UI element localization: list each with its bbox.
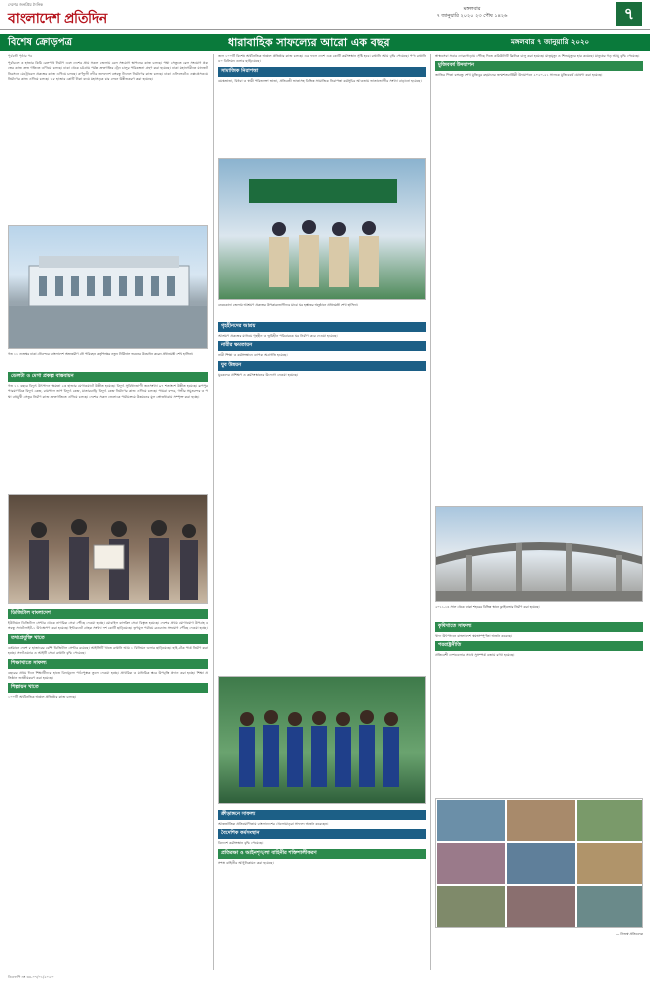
dfp-number: ডিএফপি নং ৩৪-০৭/০১/২০২০ [8,975,54,979]
flyover-illustration [436,507,643,602]
logo-tagline: দেশের জনপ্রিয় দৈনিক [8,2,43,7]
subheading: বৈদেশিক কর্মসংস্থান [218,829,426,839]
col2-paragraph: নারী শিক্ষা ও কর্মসংস্থানে ব্যাপক অগ্রগতি হয়েছে। [218,353,288,358]
subheading: কৃষিখাতে সাফল্য [435,622,643,632]
col3-paragraph: স্বাস্থ্যসেবা সবার দোরগোড়ায় পৌঁছে দিতে কমিউনিটি ক্লিনিক চালু করা হয়েছে। মাতৃমৃত্যু ও শিশুমৃত্যুর হার কমেছে। মানুষের গড় আয়ু বৃদ্ধি পেয়েছে। [435,54,640,58]
col1-paragraph: পূর্বাচলে ৩ হাজার কিমি রেলপথ নির্মাণ এবং দেশের প্রায় সকল জেলায় রেল সংযোগ স্থাপনের কাজ চলছে। পদ্মা সেতুতে রেল সংযোগ প্রকল্পের কাজ দ্রুত গতিতে এগিয়ে চলছে। ঢাকা থেকে চট্টগ্রাম পর্যন্ত দ্রুতগতির ট্রেন চালুর পরিকল্পনা গ্রহণ করা হয়েছে। ঢাকা মহানগরীতে যানজট নিরসনে মেট্রোরেল প্রকল্পের কাজ এগিয়ে চলছে। কর্ণফুলী নদীর তলদেশে বঙ্গবন্ধু টানেল নির্মাণের কাজ চলছে। ঢাকা এলিভেটেড এক্সপ্রেসওয়ে নির্মাণের কাজ এগিয়ে চলছে। ১৮ হাজার কোটি টাকা ব্যয়ে মহাসড়ক চার লেনে উন্নীতকরণ করা হয়েছে। [8,61,208,82]
col3-paragraph: জাতির পিতা বঙ্গবন্ধু শেখ মুজিবুর রহমানের জন্মশতবার্ষিকী উদযাপনে ২০২০-২১ সালকে মুজিববর্ষ ঘোষণা করা হয়েছে। [435,73,603,78]
col2-mid [218,320,426,672]
page-headline: ধারাবাহিক সাফল্যের আরো এক বছর [228,36,390,49]
photo-terminal-building [8,225,208,349]
col2-paragraph: বিদেশে কর্মসংস্থান বৃদ্ধি পেয়েছে। [218,841,264,846]
col1-paragraph: বর্তমানে দেশে ৮ হাজারের বেশি ডিজিটাল সেন্টার রয়েছে। আইসিটি খাতে রপ্তানি আয় ১ বিলিয়ন ডলার ছাড়িয়েছে। হাই-টেক পার্ক নির্মাণ করা হচ্ছে। সফটওয়্যার ও আইটি সেবা রপ্তানি বৃদ্ধি পেয়েছে। [8,645,208,656]
col1-paragraph: ইউনিয়ন ডিজিটাল সেন্টার থেকে নাগরিক সেবা পৌঁছে দেওয়া হচ্ছে। মোবাইল ব্যাংকিং সেবা বিস্তৃত হয়েছে। দেশের প্রথম যোগাযোগ উপগ্রহ বঙ্গবন্ধু স্যাটেলাইট-১ উৎক্ষেপণ করা হয়েছে। ইন্টারনেট গ্রাহক সংখ্যা দশ কোটি ছাড়িয়েছে। তৃণমূল পর্যায়ে ব্রডব্যান্ড সংযোগ পৌঁছে দেওয়া হচ্ছে। [8,621,208,631]
housing-illustration [219,159,426,300]
col1-paragraph: ১০০টি অর্থনৈতিক অঞ্চল প্রতিষ্ঠার কাজ চলছে। [8,695,77,700]
column-divider [430,54,431,970]
photo-caption: নেত্রকোনা জেলায় আশ্রয়ণ প্রকল্পের উপকারভোগীদের মাঝে ঘর হস্তান্তর অনুষ্ঠানে প্রধানমন্ত্রী শেখ হাসিনা। [218,303,358,307]
subheading: ক্রীড়াঙ্গনে সাফল্য [218,810,426,820]
terminal-illustration [9,226,208,349]
newspaper-logo: বাংলাদেশ প্রতিদিন [8,11,107,27]
col1-bottom [8,607,208,967]
dateline-day: মঙ্গলবার [463,6,481,12]
col3-mid [435,620,643,796]
subheading: গৃহহীনদের আশ্রয় [218,322,426,332]
photo-caption: ২০১১-১৪ সাল থেকে ঢাকা শহরের বিভিন্ন স্থানে ফ্লাইওভার নির্মাণ করা হয়েছে। [435,605,540,609]
masthead [0,0,650,30]
col1-top [8,54,208,222]
subheading: শিল্পায়ন খাতে [8,683,208,693]
subheading: ডেলটা ও মেগা প্রকল্প বাস্তবায়ন [8,372,208,382]
col3-paragraph: খাদ্য উৎপাদনে বাংলাদেশ স্বয়ংসম্পূর্ণতা অর্জন করেছে। [435,634,513,638]
subheading: সামাজিক নিরাপত্তা [218,67,426,77]
photo-award-ceremony [8,494,208,604]
col2-paragraph: যুবকদের প্রশিক্ষণ ও কর্মসংস্থানের উদ্যোগ নেওয়া হয়েছে। [218,372,299,377]
col2-bottom [218,808,426,968]
subheading: প্রতিরক্ষা ও আইনশৃঙ্খলা বাহিনীর শক্তিশালীকরণ [218,849,426,859]
col2-paragraph: সশস্ত্র বাহিনীর আধুনিকায়ন করা হয়েছে। [218,860,274,865]
photo-caption: গত ১১ নভেম্বর ঢাকা নৌবন্দরে বাংলাদেশ অভ্যন্তরীণ নৌ পরিবহন কর্তৃপক্ষের নতুন টার্মিনাল ভবনের উদ্বোধন করেন প্রধানমন্ত্রী শেখ হাসিনা। [8,352,194,356]
subheading: নারীর ক্ষমতায়ন [218,341,426,351]
band-date: মঙ্গলবার ৭ জানুয়ারি ২০২০ [511,38,590,46]
subheading: শিক্ষাখাতে সাফল্য [8,659,208,669]
col3-paragraph: প্রতিবেশী দেশগুলোর সাথে সুসম্পর্ক বজায় রাখা হয়েছে। [435,653,515,658]
subheading: ডিজিটাল বাংলাদেশ [8,609,208,619]
col2-top [218,54,426,154]
ceremony-illustration [9,495,208,604]
photo-collage [435,798,643,928]
dateline [312,6,632,20]
subheading: পররাষ্ট্রনীতি [435,641,643,651]
photo-cricket-team [218,676,426,804]
col2-paragraph: আন্তর্জাতিক প্রতিযোগিতায় বাংলাদেশের খেলোয়াড়রা সাফল্য অর্জন করেছেন। [218,822,329,826]
dateline-date: ৭ জানুয়ারি ২০২০ ২৩ পৌষ ১৪২৬ [436,13,508,19]
col1-mid [8,370,208,492]
subheading: তথ্যপ্রযুক্তি খাতে [8,634,208,644]
subheading: যুব উন্নয়ন [218,361,426,371]
continued-note: পূর্ববর্তী পৃষ্ঠার পর [8,54,33,58]
byline: — নিজস্ব প্রতিবেদক [615,932,643,936]
col2-paragraph: আশ্রয়ণ প্রকল্পের মাধ্যমে গৃহহীন ও ভূমিহীন পরিবারকে ঘর নির্মাণ করে দেওয়া হয়েছে। [218,334,338,338]
col2-paragraph: বয়স্কভাতা, বিধবা ও স্বামী পরিত্যক্তা ভাতা, প্রতিবন্ধী ভাতাসহ বিভিন্ন সামাজিক নিরাপত্তা কর্মসূচির আওতায় ভাতাভোগীর সংখ্যা বাড়ানো হয়েছে। [218,78,422,83]
col1-paragraph: বছরের প্রথম দিনে শিক্ষার্থীদের হাতে বিনামূল্যে পাঠ্যপুস্তক তুলে দেওয়া হচ্ছে। প্রাথমিক ও মাধ্যমিক স্তরে উপবৃত্তি প্রদান করা হচ্ছে। শিক্ষা প্রতিষ্ঠান জাতীয়করণ করা হয়েছে। [8,670,208,681]
photo-flyover [435,506,643,602]
column-divider [213,54,214,970]
page-number: ৭ [616,2,642,26]
col3-top [435,54,643,502]
team-illustration [219,677,426,804]
section-title: বিশেষ ক্রোড়পত্র [8,37,72,48]
col1-paragraph: গত ১১ বছরে বিদ্যুৎ উৎপাদন ক্ষমতা ২৩ হাজার মেগাওয়াটে উন্নীত হয়েছে। বিদ্যুৎ সুবিধাভোগী জনসংখ্যা ৯৭ শতাংশে উন্নীত হয়েছে। রূপপুর পারমাণবিক বিদ্যুৎ কেন্দ্র, রামপাল তাপ বিদ্যুৎ কেন্দ্র, মাতারবাড়ি বিদ্যুৎ কেন্দ্র নির্মাণের কাজ এগিয়ে চলছে। পায়রা বন্দর, গভীর সমুদ্রবন্দর ও পদ্মা বহুমুখী সেতুর নির্মাণ কাজ দ্রুতগতিতে এগিয়ে চলছে। দেশের সকল জেলাকে পর্যায়ক্রমে উন্নয়নের মূল স্রোতধারায় সম্পৃক্ত করা হচ্ছে। [8,384,208,399]
subheading: মুজিববর্ষ উদযাপন [435,61,643,71]
col2-paragraph: জল ১০০টি বিশেষ অর্থনৈতিক অঞ্চল প্রতিষ্ঠার কাজ চলছে। এর ফলে দেশে এক কোটি কর্মসংস্থান সৃষ্টি হবে। রপ্তানি আয় বৃদ্ধি পেয়েছে। পণ্য রপ্তানি ৪০ বিলিয়ন ডলার ছাড়িয়েছে। [218,54,426,64]
collage-illustration [436,799,643,928]
photo-housing-handover [218,158,426,300]
